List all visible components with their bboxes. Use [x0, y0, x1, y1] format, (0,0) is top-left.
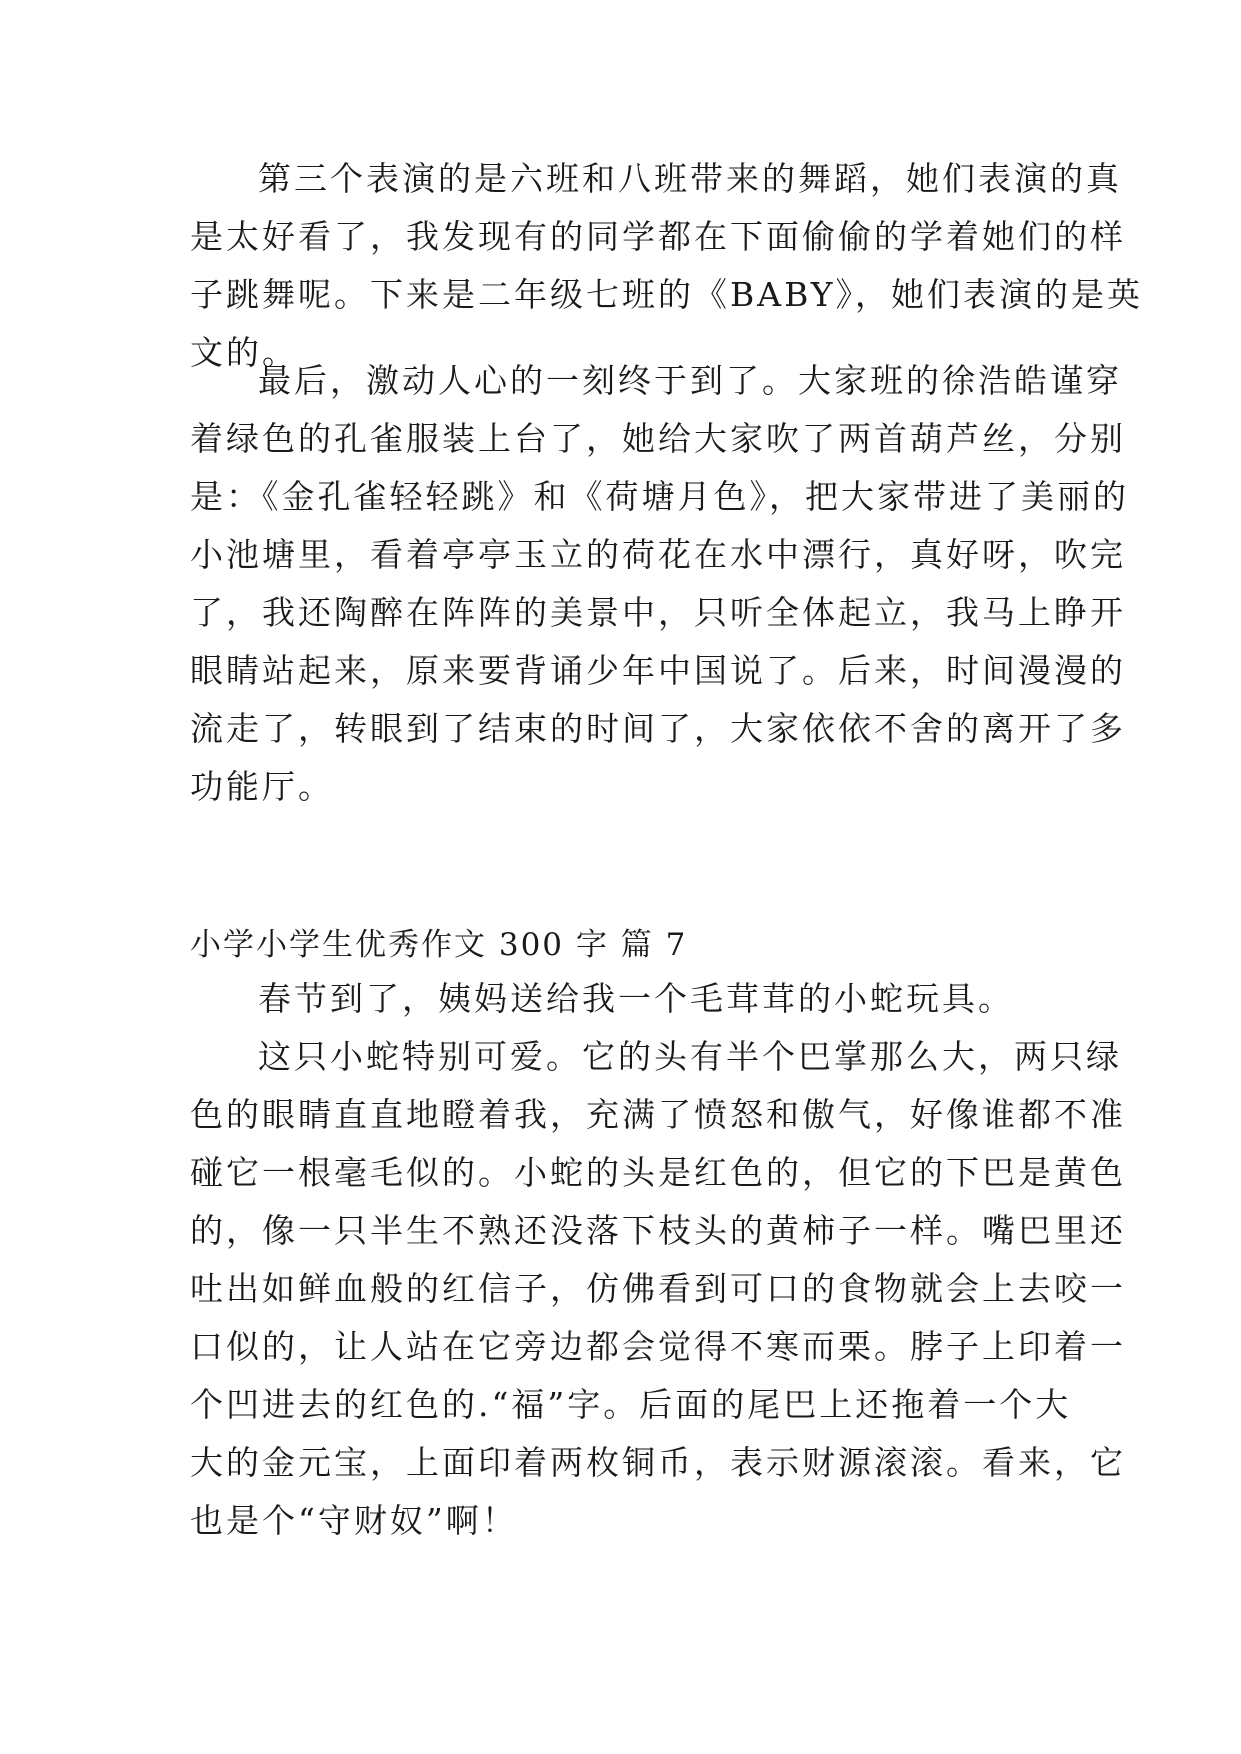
text-line: 碰它一根毫毛似的。小蛇的头是红色的，但它的下巴是黄色 — [190, 1153, 1126, 1192]
text-line: 第三个表演的是六班和八班带来的舞蹈，她们表演的真 — [258, 159, 1122, 198]
text-line: 功能厅。 — [190, 767, 334, 806]
text-line: 最后，激动人心的一刻终于到了。大家班的徐浩皓谨穿 — [258, 361, 1122, 400]
paragraph-performance-dance — [190, 150, 1144, 382]
text-line: 的，像一只半生不熟还没落下枝头的黄柿子一样。嘴巴里还 — [190, 1211, 1126, 1250]
text-line: 是：《金孔雀轻轻跳》和《荷塘月色》，把大家带进了美丽的 — [190, 477, 1129, 516]
text-line: 也是个“守财奴”啊！ — [190, 1501, 518, 1540]
text-line: 了，我还陶醉在阵阵的美景中，只听全体起立，我马上睁开 — [190, 593, 1126, 632]
essay-heading: 小学小学生优秀作文 300 字 篇 7 — [190, 927, 688, 963]
text-line: 吐出如鲜血般的红信子，仿佛看到可口的食物就会上去咬一 — [190, 1269, 1126, 1308]
text-line: 口似的，让人站在它旁边都会觉得不寒而栗。脖子上印着一 — [190, 1327, 1126, 1366]
text-line: 个凹进去的红色的.“福”字。后面的尾巴上还拖着一个大 — [190, 1385, 1072, 1424]
text-line: 是太好看了，我发现有的同学都在下面偷偷的学着她们的样 — [190, 217, 1126, 256]
paragraph-snake-toy-description — [190, 1028, 1126, 1550]
text-line: 大的金元宝，上面印着两枚铜币，表示财源滚滚。看来，它 — [190, 1443, 1126, 1482]
paragraph-finale-hulusi — [190, 352, 1129, 816]
text-line: 着绿色的孔雀服装上台了，她给大家吹了两首葫芦丝，分别 — [190, 419, 1126, 458]
text-line: 这只小蛇特别可爱。它的头有半个巴掌那么大，两只绿 — [258, 1037, 1122, 1076]
text-line: 文的。 — [190, 333, 298, 372]
text-line: 流走了，转眼到了结束的时间了，大家依依不舍的离开了多 — [190, 709, 1126, 748]
text-line: 小池塘里，看着亭亭玉立的荷花在水中漂行，真好呀，吹完 — [190, 535, 1126, 574]
text-line: 色的眼睛直直地瞪着我，充满了愤怒和傲气，好像谁都不准 — [190, 1095, 1126, 1134]
text-line: 眼睛站起来，原来要背诵少年中国说了。后来，时间漫漫的 — [190, 651, 1126, 690]
text-line: 春节到了，姨妈送给我一个毛茸茸的小蛇玩具。 — [258, 979, 1014, 1018]
text-line: 子跳舞呢。下来是二年级七班的《BABY》，她们表演的是英 — [190, 275, 1144, 314]
paragraph-spring-festival-gift — [190, 970, 1070, 1028]
